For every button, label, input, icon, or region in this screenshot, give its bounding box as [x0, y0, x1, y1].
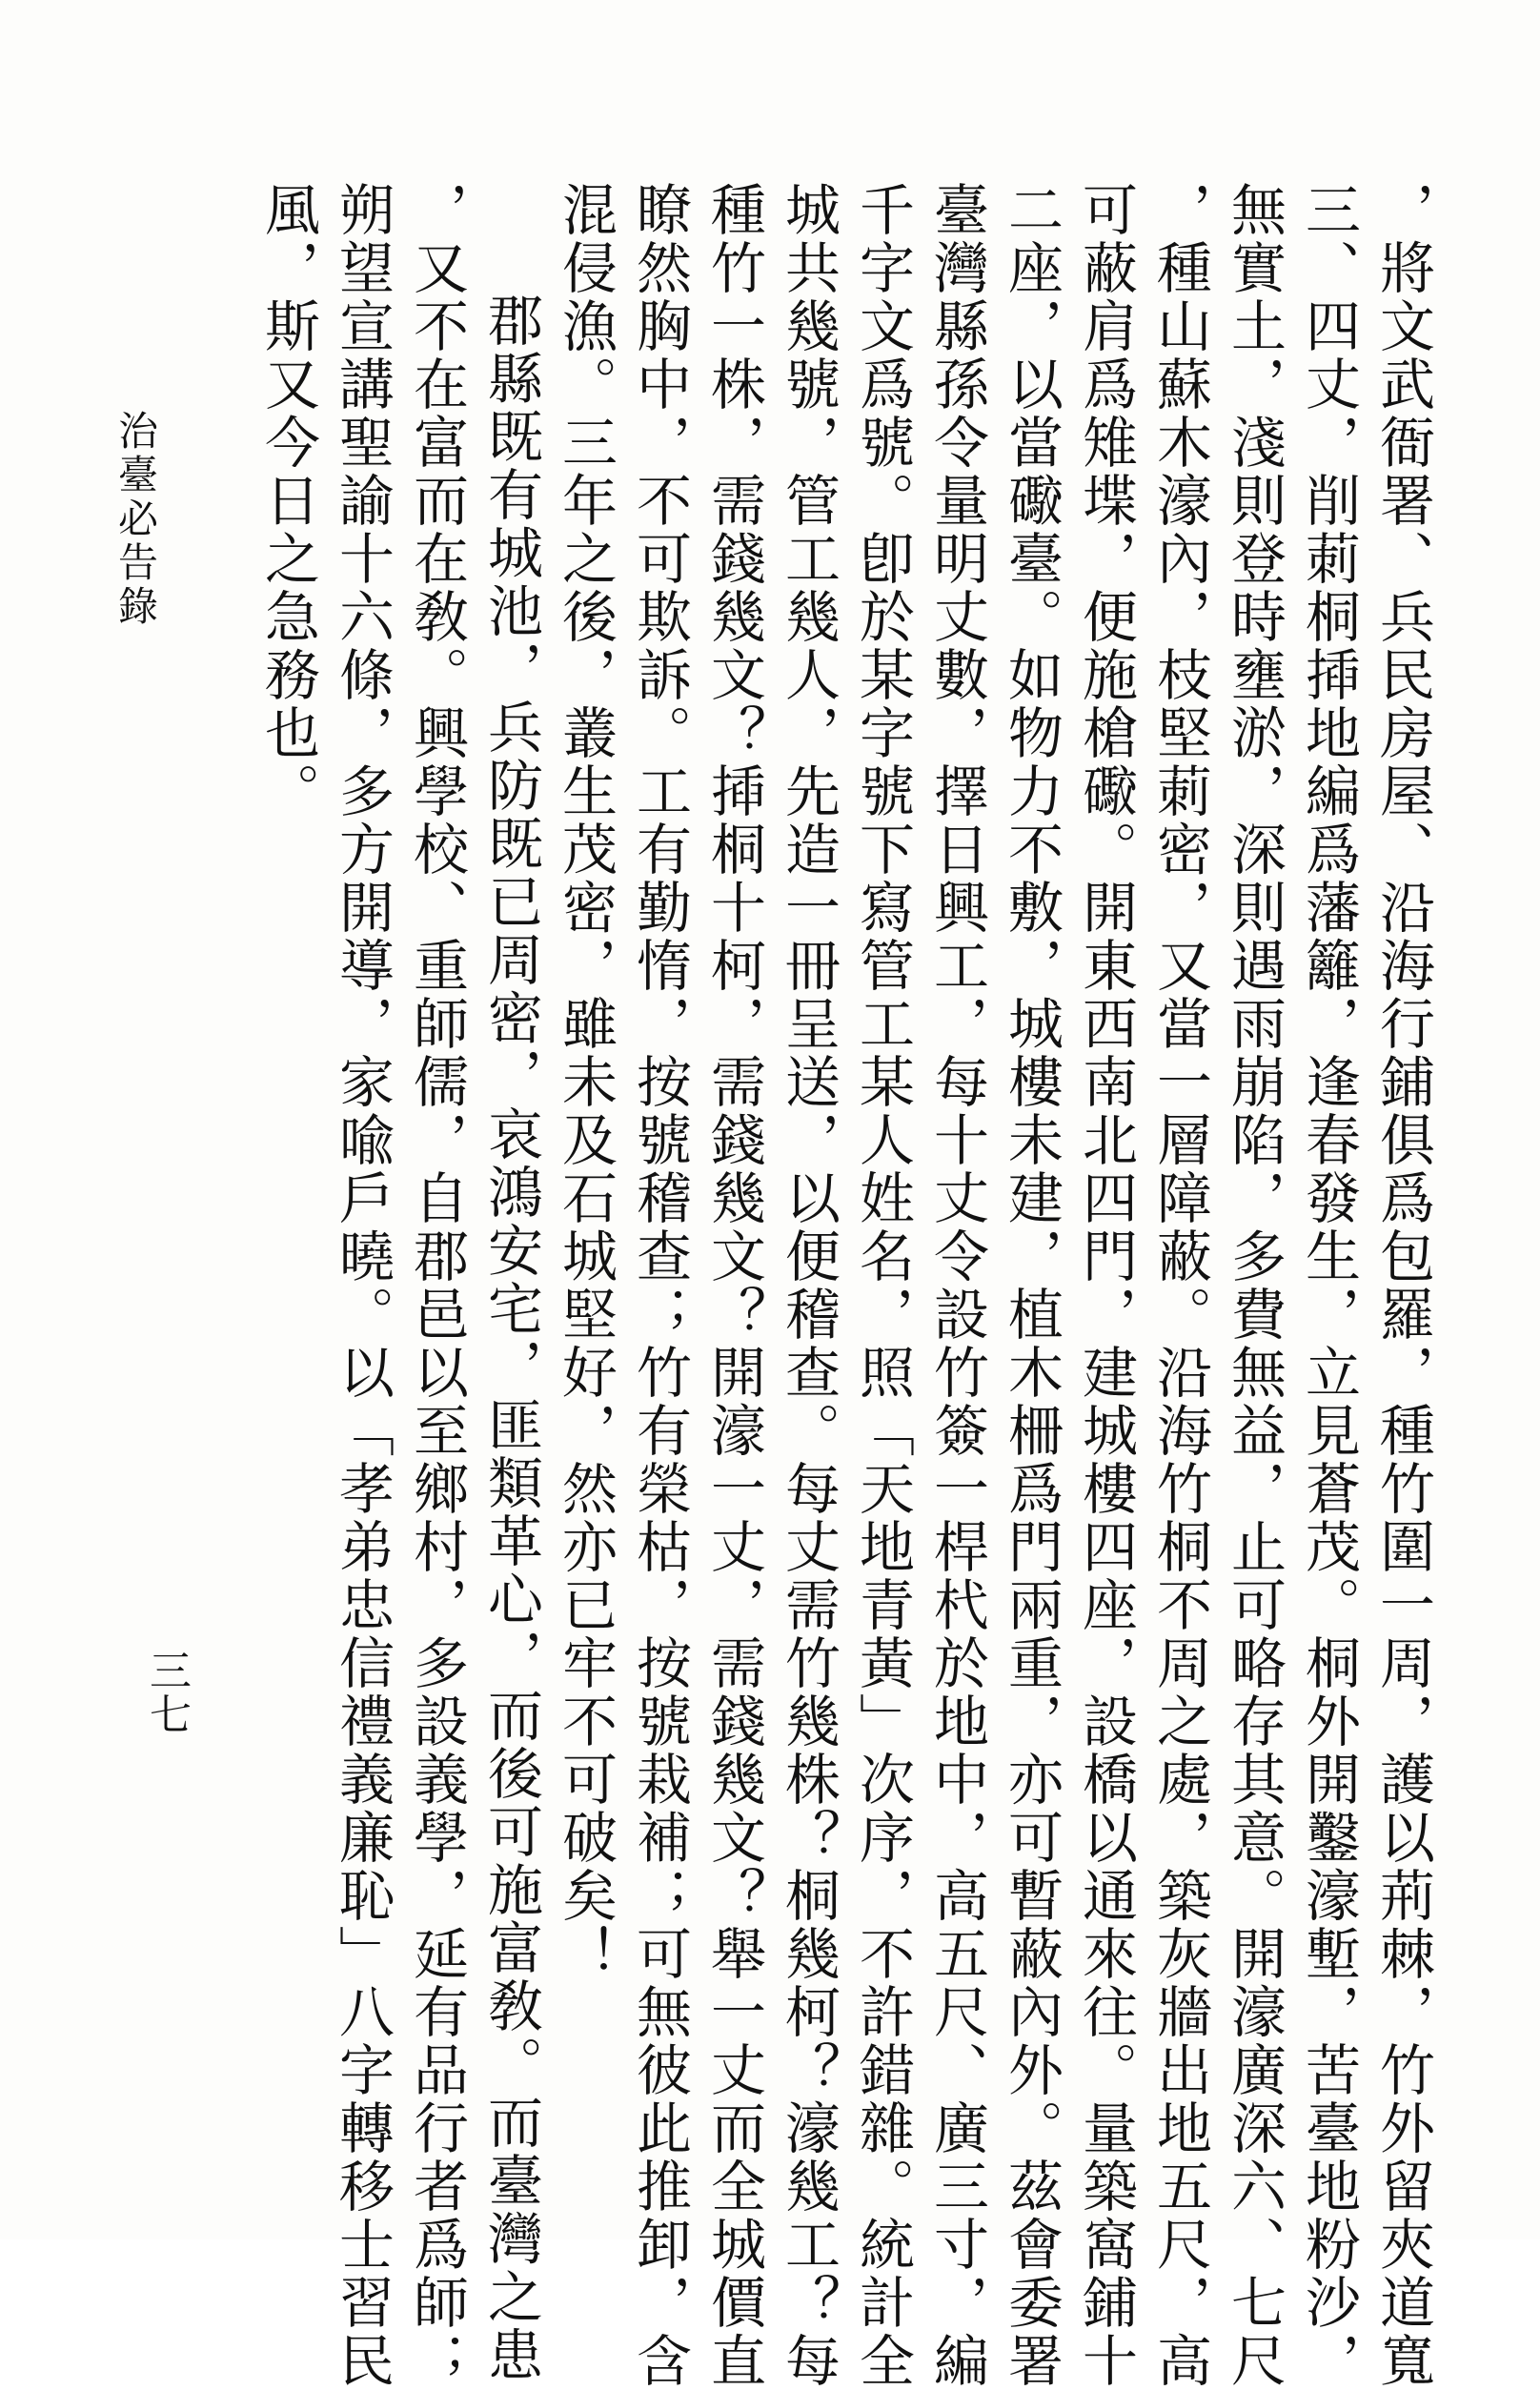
text-column-11: 瞭然胸中，不可欺訴。工有勤惰，按號稽查；竹有榮枯，按號栽補；可無彼此推卸，含: [627, 181, 692, 2390]
text-column-16: 風，斯又今日之急務也。: [255, 181, 320, 820]
body-text: [255, 181, 1435, 2390]
text-column-14: ，又不在富而在敎。興學校、重師儒，自郡邑以至鄉村，多設義學，延有品行者爲師；: [404, 181, 469, 2390]
text-column-1: ，將文武衙署、兵民房屋、沿海行鋪俱爲包羅，種竹圍一周，護以荊棘，竹外留夾道寬: [1370, 181, 1435, 2390]
text-column-6: 二座，以當礮臺。如物力不敷，城樓未建，植木柵爲門兩重，亦可暫蔽內外。茲會委署: [999, 181, 1064, 2390]
text-column-13: 郡縣既有城池，兵防既已周密，哀鴻安宅，匪類革心，而後可施富敎。而臺灣之患: [478, 292, 543, 2384]
text-column-2: 三、四丈，削莿桐揷地編爲藩籬，逢春發生，立見蒼茂。桐外開鑿濠塹，苦臺地粉沙，: [1296, 181, 1361, 2390]
text-column-9: 城共幾號，管工幾人，先造一冊呈送，以便稽查。每丈需竹幾株？桐幾柯？濠幾工？每: [776, 181, 841, 2390]
page-number: 三七: [142, 1649, 191, 1736]
running-header: 治臺必告錄: [112, 410, 159, 629]
text-column-8: 千字文爲號。卽於某字號下寫管工某人姓名，照「天地青黃」次序，不許錯雜。統計全: [850, 181, 915, 2390]
text-column-10: 種竹一株，需錢幾文？揷桐十柯，需錢幾文？開濠一丈，需錢幾文？舉一丈而全城價直: [701, 181, 766, 2390]
text-column-15: 朔望宣講聖諭十六條，多方開導，家喩戶曉。以「孝弟忠信禮義廉恥」八字轉移士習民: [330, 181, 395, 2390]
text-column-12: 混侵漁。三年之後，叢生茂密，雖未及石城堅好，然亦已牢不可破矣！: [553, 181, 618, 1983]
text-column-3: 無實土，淺則登時壅淤，深則遇雨崩陷，多費無益，止可略存其意。開濠廣深六、七尺: [1222, 181, 1287, 2390]
text-column-7: 臺灣縣孫令量明丈數，擇日興工，每十丈令設竹簽一桿杙於地中，高五尺、廣三寸，編: [924, 181, 989, 2390]
text-column-4: ，種山蘇木濠內，枝堅莿密，又當一層障蔽。沿海竹桐不周之處，築灰牆出地五尺，高: [1147, 181, 1212, 2390]
text-column-5: 可蔽肩爲雉堞，便施槍礮。開東西南北四門，建城樓四座，設橋以通來往。量築窩鋪十: [1073, 181, 1138, 2390]
